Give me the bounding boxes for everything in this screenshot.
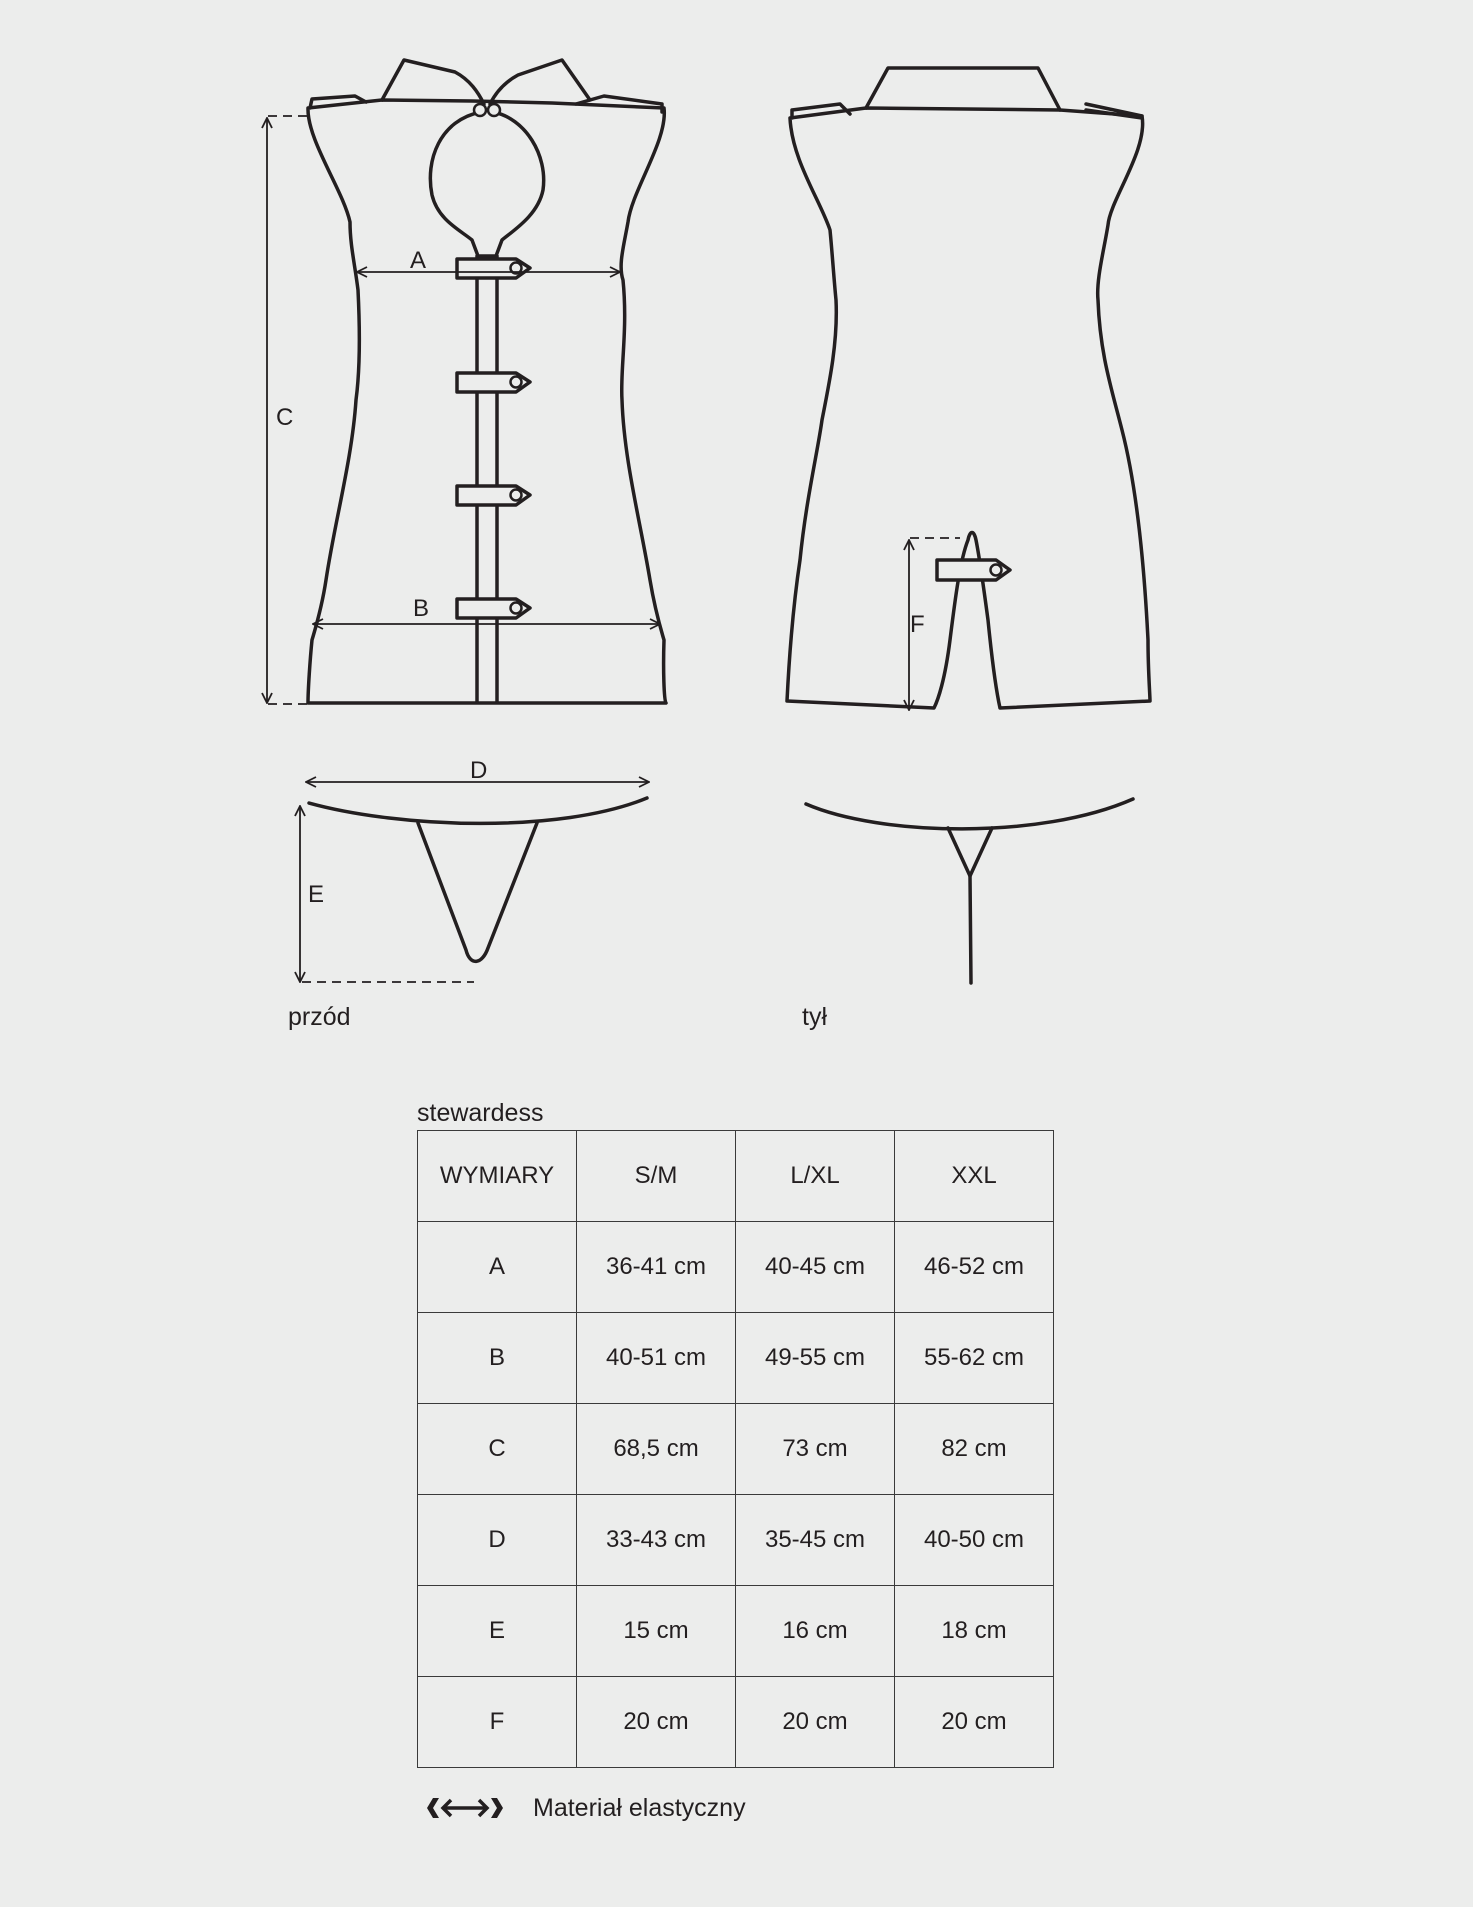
table-row <box>418 1586 1054 1677</box>
table-row <box>418 1313 1054 1404</box>
front-thong-outline <box>309 798 647 961</box>
fastener-tab-3 <box>457 486 530 505</box>
table-cell: 73 cm <box>736 1404 895 1495</box>
table-cell: 55-62 cm <box>895 1313 1054 1404</box>
table-cell: 35-45 cm <box>736 1495 895 1586</box>
dimension-f-label: F <box>910 611 925 638</box>
table-row <box>418 1404 1054 1495</box>
header-cell: S/M <box>577 1131 736 1222</box>
dimension-e <box>300 806 474 982</box>
dimension-c-label: C <box>276 404 294 431</box>
table-cell: 40-45 cm <box>736 1222 895 1313</box>
table-cell: 46-52 cm <box>895 1222 1054 1313</box>
table-cell: C <box>418 1404 577 1495</box>
table-row <box>418 1677 1054 1768</box>
dimension-d-label: D <box>470 757 488 784</box>
table-cell: 15 cm <box>577 1586 736 1677</box>
back-thong-outline <box>806 799 1133 983</box>
dimension-a-label: A <box>410 247 427 274</box>
table-cell: 33-43 cm <box>577 1495 736 1586</box>
table-cell: 20 cm <box>895 1677 1054 1768</box>
table-cell: 16 cm <box>736 1586 895 1677</box>
table-cell: D <box>418 1495 577 1586</box>
table-cell: 36-41 cm <box>577 1222 736 1313</box>
table-cell: 40-50 cm <box>895 1495 1054 1586</box>
dimension-e-label: E <box>308 881 325 908</box>
table-title: stewardess <box>417 1099 544 1127</box>
fastener-tab-1 <box>457 259 530 278</box>
back-slit-fastener <box>937 560 1010 580</box>
elastic-material-icon <box>425 1794 505 1822</box>
table-header-row <box>418 1131 1054 1222</box>
front-view-label: przód <box>288 1003 351 1031</box>
table-row <box>418 1222 1054 1313</box>
size-table <box>417 1130 1054 1768</box>
collar-button-icon <box>474 104 500 116</box>
legend <box>425 1790 746 1826</box>
front-fastener-tabs <box>457 259 530 618</box>
header-cell: XXL <box>895 1131 1054 1222</box>
table-cell: B <box>418 1313 577 1404</box>
table-cell: 40-51 cm <box>577 1313 736 1404</box>
fastener-tab-2 <box>457 373 530 392</box>
table-cell: 68,5 cm <box>577 1404 736 1495</box>
table-cell: 82 cm <box>895 1404 1054 1495</box>
table-cell: A <box>418 1222 577 1313</box>
table-cell: 20 cm <box>736 1677 895 1768</box>
table-cell: 49-55 cm <box>736 1313 895 1404</box>
table-cell: E <box>418 1586 577 1677</box>
fastener-tab-4 <box>457 599 530 618</box>
back-dress-outline <box>787 68 1150 708</box>
header-cell: L/XL <box>736 1131 895 1222</box>
header-cell: WYMIARY <box>418 1131 577 1222</box>
table-cell: 18 cm <box>895 1586 1054 1677</box>
table-row <box>418 1495 1054 1586</box>
back-view-label: tył <box>802 1003 827 1031</box>
table-cell: 20 cm <box>577 1677 736 1768</box>
dimension-b-label: B <box>413 595 430 622</box>
legend-label: Materiał elastyczny <box>533 1793 746 1822</box>
table-cell: F <box>418 1677 577 1768</box>
